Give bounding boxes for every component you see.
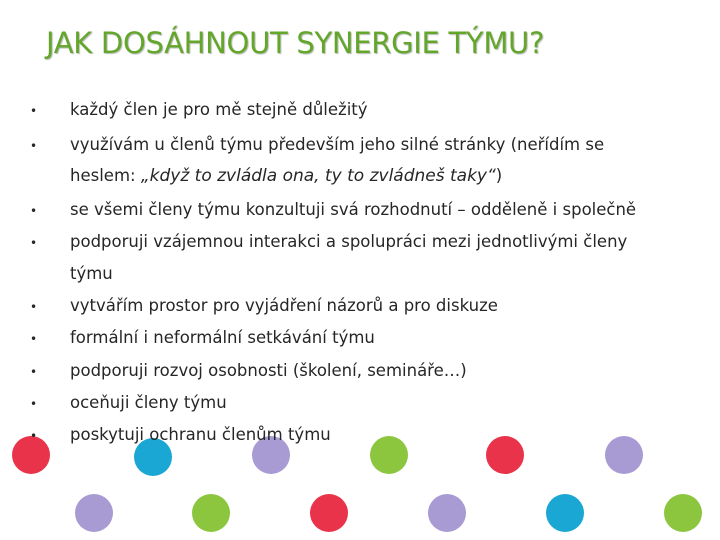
purple-circle <box>75 494 113 532</box>
red-circle <box>310 494 348 532</box>
bullet-text: podporuji vzájemnou interakci a spolupráci mezi jednotlivými členy <box>70 232 628 251</box>
bullet-text: oceňuji členy týmu <box>70 393 227 412</box>
bullet-dot: • <box>30 332 38 346</box>
bullet-dot: • <box>30 204 38 218</box>
red-circle <box>486 436 524 474</box>
bullet-text: se všemi členy týmu konzultuji svá rozhodnutí – odděleně i společně <box>70 200 637 219</box>
bullet-dot: • <box>30 104 38 118</box>
closing-paren: ) <box>495 166 503 185</box>
cyan-circle <box>546 494 584 532</box>
slide-title: JAK DOSÁHNOUT SYNERGIE TÝMU? <box>46 26 545 60</box>
bullet-continuation: týmu <box>70 264 113 283</box>
bullet-text: každý člen je pro mě stejně důležitý <box>70 100 368 119</box>
bullet-text: poskytuji ochranu členům týmu <box>70 425 331 444</box>
bullet-text: vytvářím prostor pro vyjádření názorů a pro diskuze <box>70 296 498 315</box>
bullet-continuation <box>70 166 502 186</box>
bullet-dot: • <box>30 300 38 314</box>
bullet-text: podporuji rozvoj osobnosti (školení, semináře…) <box>70 361 467 380</box>
bullet-text: formální i neformální setkávání týmu <box>70 328 375 347</box>
bullet-dot: • <box>30 365 38 379</box>
heslem-prefix: heslem: <box>70 166 141 185</box>
bullet-text: využívám u členů týmu především jeho silné stránky (neřídím se <box>70 135 605 154</box>
bullet-dot: • <box>30 429 38 443</box>
bullet-dot: • <box>30 236 38 250</box>
lime-circle <box>370 436 408 474</box>
motto-quote: „když to zvládla ona, ty to zvládneš taky“ <box>140 166 496 186</box>
bullet-dot: • <box>30 397 38 411</box>
purple-circle <box>605 436 643 474</box>
lime-circle <box>664 494 702 532</box>
lime-circle <box>192 494 230 532</box>
purple-circle <box>428 494 466 532</box>
bullet-dot: • <box>30 139 38 153</box>
